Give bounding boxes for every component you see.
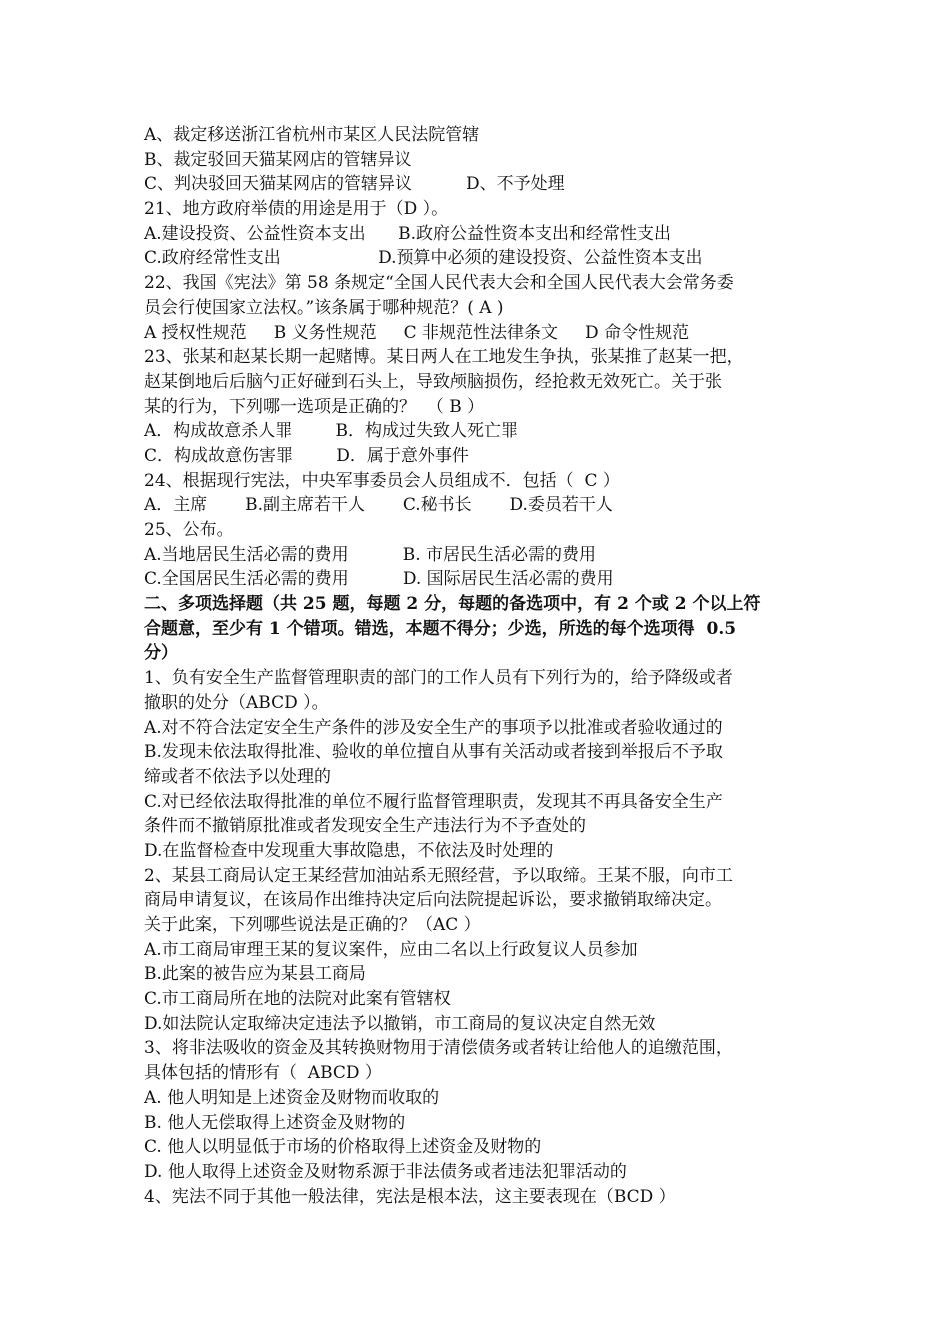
text-line: A.市工商局审理王某的复议案件，应由二名以上行政复议人员参加 — [144, 939, 638, 960]
text-line: 3、将非法吸收的资金及其转换财物用于清偿债务或者转让给他人的追缴范围， — [144, 1038, 733, 1059]
text-line: A.对不符合法定安全生产条件的涉及安全生产的事项予以批准或者验收通过的 — [144, 717, 723, 738]
text-line: B、裁定驳回天猫某网店的管辖异议 — [144, 149, 412, 170]
text-line: A．主席 B.副主席若干人 C.秘书长 D.委员若干人 — [144, 495, 613, 516]
text-line: 4、宪法不同于其他一般法律，宪法是根本法，这主要表现在（BCD ） — [144, 1186, 676, 1207]
text-line: A、裁定移送浙江省杭州市某区人民法院管辖 — [144, 125, 480, 145]
text-line: C．构成故意伤害罪 D．属于意外事件 — [144, 445, 469, 466]
text-line: D. 他人取得上述资金及财物系源于非法债务或者违法犯罪活动的 — [144, 1161, 627, 1182]
text-line: 21、地方政府举债的用途是用于（D ）。 — [144, 199, 449, 220]
text-line: A.建设投资、公益性资本支出 B.政府公益性资本支出和经常性支出 — [144, 223, 671, 244]
text-line: A 授权性规范 B 义务性规范 C 非规范性法律条文 D 命令性规范 — [144, 322, 690, 343]
text-line: B.此案的被告应为某县工商局 — [144, 964, 366, 985]
text-line: 条件而不撤销原批准或者发现安全生产违法行为不予查处的 — [144, 816, 586, 837]
text-line: D.如法院认定取缔决定违法予以撤销，市工商局的复议决定自然无效 — [144, 1013, 656, 1034]
text-line: 25、公布。 — [144, 520, 234, 540]
text-line: B. 他人无偿取得上述资金及财物的 — [144, 1112, 406, 1133]
text-line: 23、张某和赵某长期一起赌博。某日两人在工地发生争执，张某推了赵某一把， — [144, 347, 744, 368]
text-line: 1、负有安全生产监督管理职责的部门的工作人员有下列行为的，给予降级或者 — [144, 668, 733, 689]
text-line: 赵某倒地后后脑勺正好碰到石头上，导致颅脑损伤，经抢救无效死亡。关于张 — [144, 371, 722, 392]
text-line: C. 他人以明显低于市场的价格取得上述资金及财物的 — [144, 1137, 542, 1158]
text-line: 某的行为，下列哪一选项是正确的？ （ B ） — [144, 396, 485, 417]
text-line: 24、根据现行宪法，中央军事委员会人员组成不．包括（ C ） — [144, 470, 620, 491]
section-heading-line: 二、多项选择题（共 25 题，每题 2 分，每题的备选项中，有 2 个或 2 个以上符 — [144, 594, 761, 615]
section-heading-line: 合题意，至少有 1 个错项。错选，本题不得分；少选，所选的每个选项得 0.5 — [144, 618, 737, 639]
text-line: A. 他人明知是上述资金及财物而收取的 — [144, 1087, 440, 1108]
text-line: B.发现未依法取得批准、验收的单位擅自从事有关活动或者接到举报后不予取 — [144, 742, 723, 763]
text-line: 员会行使国家立法权。”该条属于哪种规范？( A ) — [144, 297, 504, 318]
text-line: A．构成故意杀人罪 B．构成过失致人死亡罪 — [144, 421, 518, 442]
document-page — [144, 123, 814, 1209]
text-line: C.市工商局所在地的法院对此案有管辖权 — [144, 989, 451, 1010]
text-line: 商局申请复议，在该局作出维持决定后向法院提起诉讼，要求撤销取缔决定。 — [144, 890, 722, 911]
text-line: C.政府经常性支出 D.预算中必须的建设投资、公益性资本支出 — [144, 248, 703, 269]
section-heading-line: 分） — [144, 643, 178, 664]
text-line: 撤职的处分（ABCD ）。 — [144, 692, 329, 713]
text-line: 具体包括的情形有（ ABCD ） — [144, 1063, 382, 1084]
text-line: 22、我国《宪法》第 58 条规定“全国人民代表大会和全国人民代表大会常务委 — [144, 273, 734, 294]
text-line: C.对已经依法取得批准的单位不履行监督管理职责，发现其不再具备安全生产 — [144, 791, 723, 812]
text-line: C、判决驳回天猫某网店的管辖异议 D、不予处理 — [144, 174, 565, 195]
text-line: 关于此案，下列哪些说法是正确的？（AC ） — [144, 915, 481, 935]
text-line: D.在监督检查中发现重大事故隐患，不依法及时处理的 — [144, 840, 554, 861]
text-line: 2、某县工商局认定王某经营加油站系无照经营，予以取缔。王某不服，向市工 — [144, 865, 733, 886]
text-line: A.当地居民生活必需的费用 B. 市居民生活必需的费用 — [144, 544, 597, 565]
text-line: 缔或者不依法予以处理的 — [144, 766, 331, 787]
text-line: C.全国居民生活必需的费用 D. 国际居民生活必需的费用 — [144, 569, 614, 590]
